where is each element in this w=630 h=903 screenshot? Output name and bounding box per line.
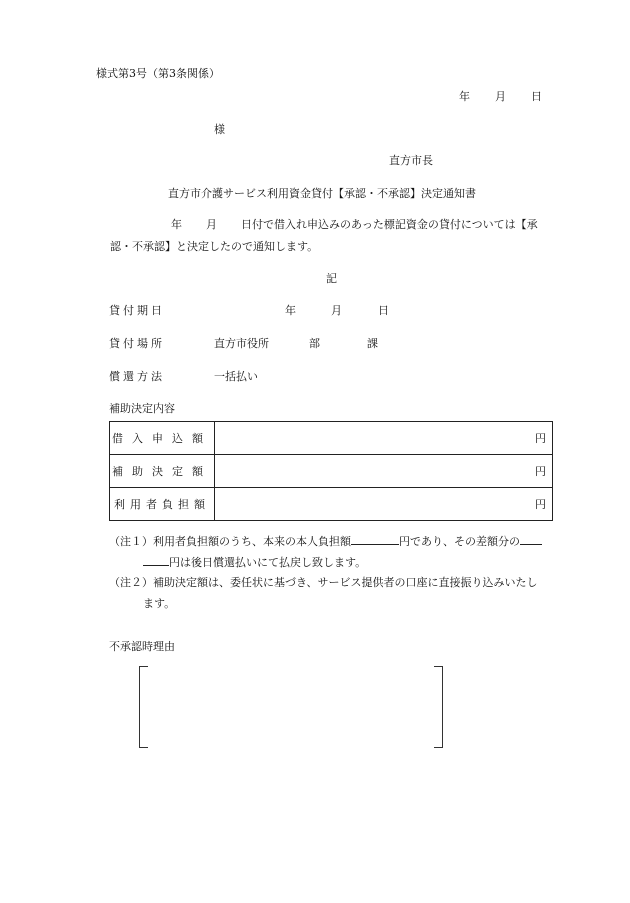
amount-unit: 円 (215, 422, 553, 455)
form-number: 様式第3号（第3条関係） (96, 67, 220, 80)
note1-part1: 利用者負担額のうち、本来の本人負担額 (153, 535, 351, 548)
sender: 直方市長 (389, 154, 433, 167)
blank-underline (520, 531, 542, 545)
intro-year: 年 (171, 218, 182, 231)
amount-label: 利用者負担額 (110, 488, 215, 521)
table-row (110, 422, 553, 455)
blank-underline (351, 531, 399, 545)
amount-unit: 円 (215, 455, 553, 488)
loan-place-section: 課 (367, 337, 378, 350)
note2-line2: ます。 (143, 597, 176, 610)
date-year: 年 (459, 90, 470, 103)
blank-underline (143, 552, 169, 566)
intro-line1: 日付で借入れ申込みのあった標記資金の貸付については【承 (241, 218, 538, 231)
loan-place-label: 貸付場所 (109, 337, 165, 350)
date-day: 日 (531, 90, 542, 103)
rejection-reason-label: 不承認時理由 (109, 640, 175, 653)
amount-label: 補助決定額 (110, 455, 215, 488)
amount-table (109, 421, 553, 521)
table-row (110, 488, 553, 521)
loan-date-year: 年 (285, 304, 296, 317)
note2-mark: （注２） (109, 576, 153, 589)
loan-place-office: 直方市役所 (214, 337, 269, 350)
subsidy-heading: 補助決定内容 (109, 402, 175, 415)
document-title: 直方市介護サービス利用資金貸付【承認・不承認】決定通知書 (168, 187, 476, 200)
amount-label: 借入申込額 (110, 422, 215, 455)
intro-month: 月 (206, 218, 217, 231)
note1-mark: （注１） (109, 535, 153, 548)
date-month: 月 (495, 90, 506, 103)
right-bracket (434, 666, 443, 748)
recipient-suffix: 様 (214, 123, 225, 136)
loan-date-day: 日 (378, 304, 389, 317)
note1-part3: 円は後日償還払いにて払戻し致します。 (169, 556, 367, 569)
left-bracket (139, 666, 148, 748)
repayment-label: 償還方法 (109, 370, 165, 383)
loan-date-month: 月 (331, 304, 342, 317)
repayment-value: 一括払い (214, 370, 258, 383)
ki-heading: 記 (326, 272, 337, 285)
intro-line2: 認・不承認】と決定したので通知します。 (110, 240, 319, 253)
table-row (110, 455, 553, 488)
note2-line1: 補助決定額は、委任状に基づき、サービス提供者の口座に直接振り込みいたし (153, 576, 538, 589)
loan-date-label: 貸付期日 (109, 304, 165, 317)
loan-place-dept: 部 (309, 337, 320, 350)
note1-part2: 円であり、その差額分の (399, 535, 520, 548)
amount-unit: 円 (215, 488, 553, 521)
